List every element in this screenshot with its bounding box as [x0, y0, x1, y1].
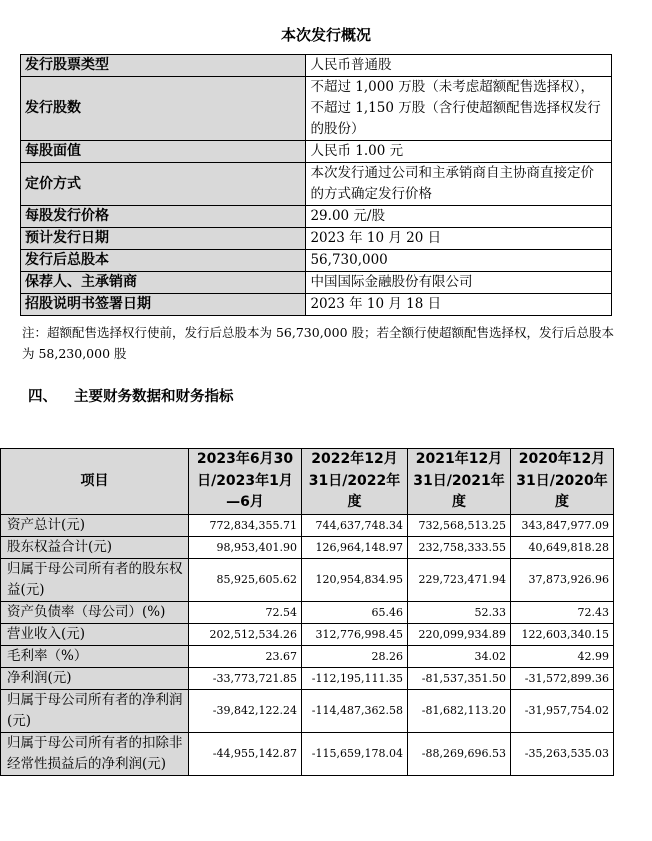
cell-value: 732,568,513.25	[408, 514, 511, 536]
cell-value: 34.02	[408, 645, 511, 667]
column-header: 2020年12月31日/2020年度	[511, 449, 614, 515]
cell-value: 28.26	[302, 645, 408, 667]
offering-overview-table	[20, 54, 612, 316]
table-row	[1, 623, 614, 645]
row-label: 发行股数	[21, 77, 306, 141]
table-row	[21, 163, 612, 206]
cell-value: -31,957,754.02	[511, 689, 614, 732]
table-row	[21, 55, 612, 77]
column-header: 项目	[1, 449, 189, 515]
section-heading	[28, 385, 234, 406]
row-label: 营业收入(元)	[1, 623, 189, 645]
row-label: 发行后总股本	[21, 250, 306, 272]
table-row	[1, 536, 614, 558]
row-label: 归属于母公司所有者的股东权益(元)	[1, 558, 189, 601]
row-value: 56,730,000	[306, 250, 612, 272]
cell-value: 229,723,471.94	[408, 558, 511, 601]
cell-value: 202,512,534.26	[189, 623, 302, 645]
cell-value: 37,873,926.96	[511, 558, 614, 601]
table-header-row	[1, 449, 614, 515]
cell-value: 42.99	[511, 645, 614, 667]
cell-value: 343,847,977.09	[511, 514, 614, 536]
row-label: 毛利率（%）	[1, 645, 189, 667]
row-label: 净利润(元)	[1, 667, 189, 689]
cell-value: 232,758,333.55	[408, 536, 511, 558]
row-label: 归属于母公司所有者的扣除非经常性损益后的净利润(元)	[1, 732, 189, 775]
cell-value: 312,776,998.45	[302, 623, 408, 645]
table-row	[21, 272, 612, 294]
row-label: 预计发行日期	[21, 228, 306, 250]
cell-value: -33,773,721.85	[189, 667, 302, 689]
row-label: 股东权益合计(元)	[1, 536, 189, 558]
cell-value: -81,682,113.20	[408, 689, 511, 732]
row-label: 保荐人、主承销商	[21, 272, 306, 294]
row-value: 人民币普通股	[306, 55, 612, 77]
table-row	[21, 141, 612, 163]
cell-value: 72.54	[189, 601, 302, 623]
cell-value: 65.46	[302, 601, 408, 623]
cell-value: 23.67	[189, 645, 302, 667]
row-label: 每股面值	[21, 141, 306, 163]
row-value: 2023 年 10 月 20 日	[306, 228, 612, 250]
table-row	[21, 206, 612, 228]
row-label: 资产负债率（母公司）(%)	[1, 601, 189, 623]
cell-value: 72.43	[511, 601, 614, 623]
table-row	[1, 514, 614, 536]
section-number: 四、	[28, 389, 57, 405]
section-title: 主要财务数据和财务指标	[74, 389, 234, 405]
cell-value: 220,099,934.89	[408, 623, 511, 645]
cell-value: 40,649,818.28	[511, 536, 614, 558]
table-row	[21, 250, 612, 272]
table-row	[1, 667, 614, 689]
row-label: 发行股票类型	[21, 55, 306, 77]
cell-value: 126,964,148.97	[302, 536, 408, 558]
column-header: 2023年6月30日/2023年1月—6月	[189, 449, 302, 515]
table-row	[1, 689, 614, 732]
cell-value: -112,195,111.35	[302, 667, 408, 689]
row-value: 不超过 1,000 万股（未考虑超额配售选择权），不超过 1,150 万股（含行使超额配售选择权发行的股份）	[306, 77, 612, 141]
cell-value: -115,659,178.04	[302, 732, 408, 775]
footnote: 注：超额配售选择权行使前，发行后总股本为 56,730,000 股；若全额行使超额配售选择权，发行后总股本为 58,230,000 股	[22, 325, 615, 361]
table-row	[1, 732, 614, 775]
cell-value: 85,925,605.62	[189, 558, 302, 601]
document-title: 本次发行概况	[280, 26, 371, 44]
row-label: 每股发行价格	[21, 206, 306, 228]
table-row	[21, 77, 612, 141]
cell-value: -81,537,351.50	[408, 667, 511, 689]
cell-value: 52.33	[408, 601, 511, 623]
cell-value: 120,954,834.95	[302, 558, 408, 601]
row-label: 定价方式	[21, 163, 306, 206]
cell-value: -114,487,362.58	[302, 689, 408, 732]
cell-value: -35,263,535.03	[511, 732, 614, 775]
table-row	[1, 645, 614, 667]
row-value: 本次发行通过公司和主承销商自主协商直接定价的方式确定发行价格	[306, 163, 612, 206]
cell-value: 772,834,355.71	[189, 514, 302, 536]
row-label: 归属于母公司所有者的净利润(元)	[1, 689, 189, 732]
cell-value: -31,572,899.36	[511, 667, 614, 689]
table-row	[21, 294, 612, 316]
row-value: 29.00 元/股	[306, 206, 612, 228]
row-value: 2023 年 10 月 18 日	[306, 294, 612, 316]
cell-value: 122,603,340.15	[511, 623, 614, 645]
row-label: 招股说明书签署日期	[21, 294, 306, 316]
row-value: 中国国际金融股份有限公司	[306, 272, 612, 294]
cell-value: -39,842,122.24	[189, 689, 302, 732]
cell-value: 98,953,401.90	[189, 536, 302, 558]
column-header: 2021年12月31日/2021年度	[408, 449, 511, 515]
cell-value: 744,637,748.34	[302, 514, 408, 536]
table-row	[1, 558, 614, 601]
cell-value: -44,955,142.87	[189, 732, 302, 775]
table-row	[21, 228, 612, 250]
row-value: 人民币 1.00 元	[306, 141, 612, 163]
column-header: 2022年12月31日/2022年度	[302, 449, 408, 515]
financial-data-table	[0, 448, 614, 776]
table-row	[1, 601, 614, 623]
cell-value: -88,269,696.53	[408, 732, 511, 775]
row-label: 资产总计(元)	[1, 514, 189, 536]
